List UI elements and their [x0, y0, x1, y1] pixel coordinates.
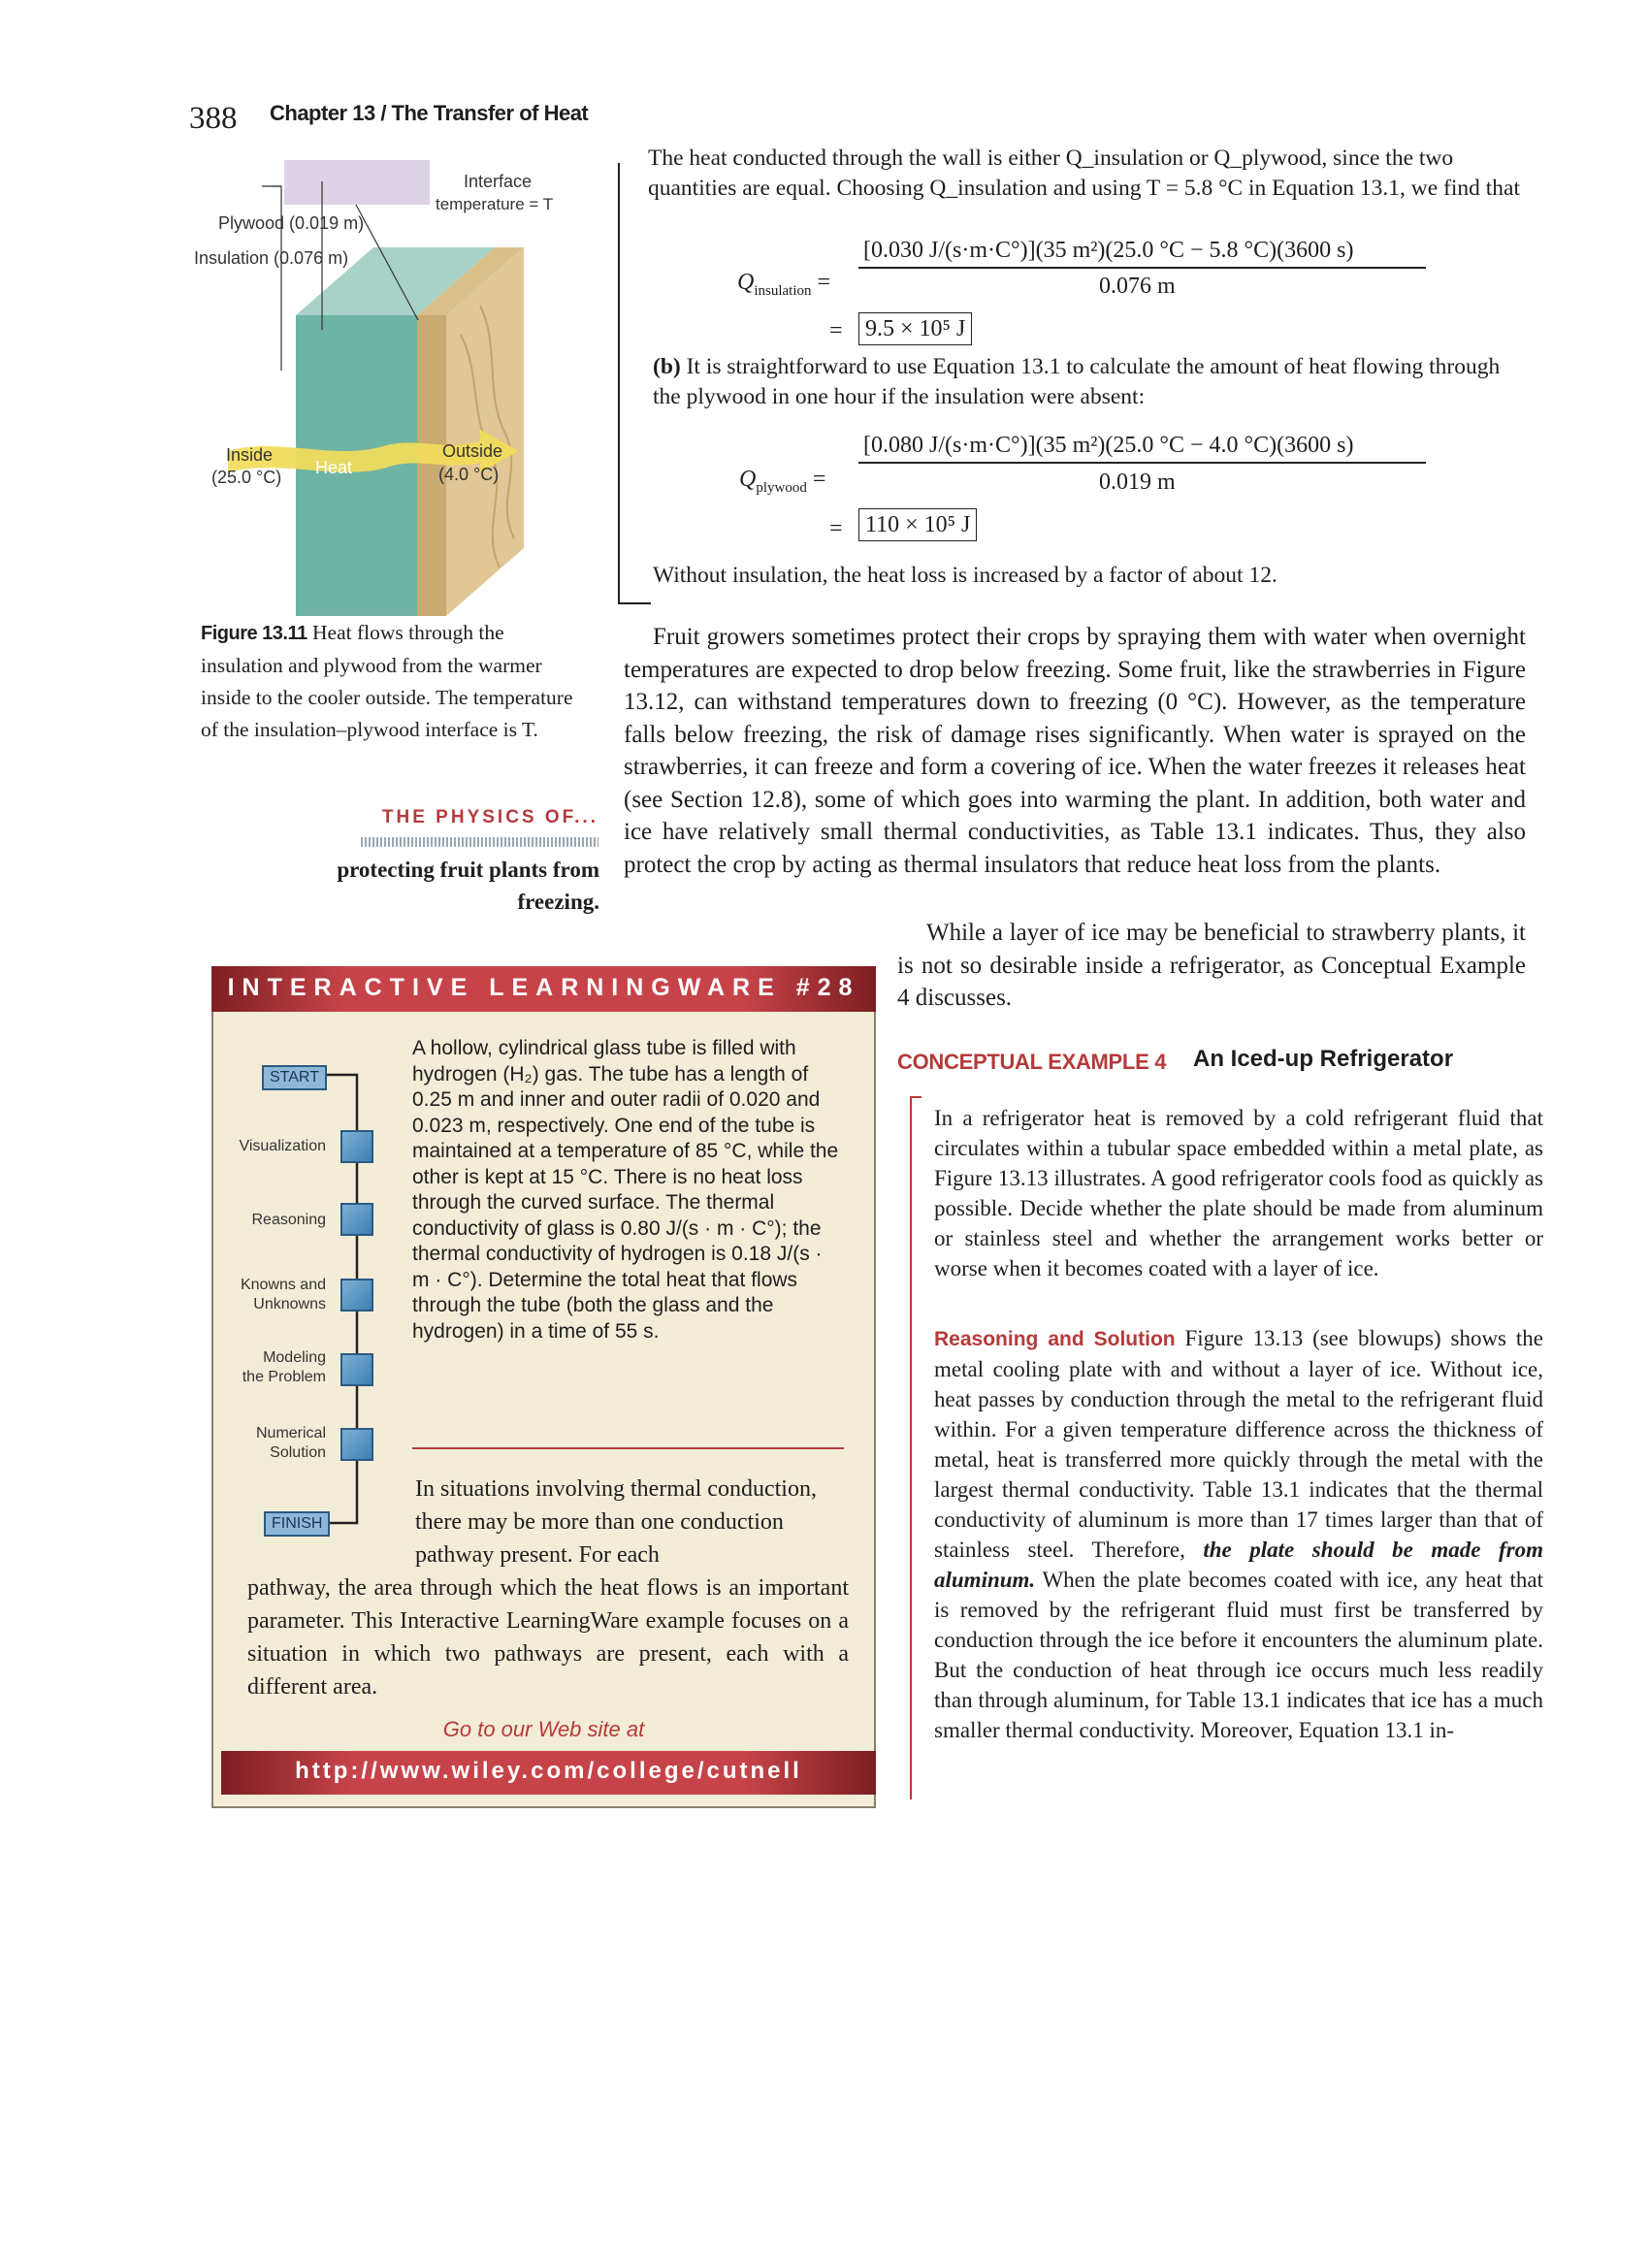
physics-of-topic: [291, 854, 599, 918]
ilw-step-reasoning-label: Reasoning: [251, 1212, 326, 1228]
ilw-step-knowns-button[interactable]: [340, 1279, 373, 1312]
outside-label-line2: (4.0 °C): [438, 465, 500, 484]
ilw-step-modeling-label: Modeling the Problem: [242, 1349, 326, 1385]
plywood-label: Plywood (0.019 m): [218, 213, 365, 233]
reasoning-text-b: When the plate becomes coated with ice, any heat that is removed by the refrigerant fluid must first be transferred by conduction through the ice before it encounters the aluminum plate. But the conduction of heat through ice occurs much less readily than through aluminum, for Table 13.1 indicates that ice has a much smaller thermal conductivity. Moreover, Equation 13.1 in-: [934, 1568, 1543, 1742]
eq2-lhs: $Q_{plywood}$ =: [739, 467, 826, 496]
eq1-denominator: 0.076 m: [1099, 274, 1176, 299]
figure-number: Figure 13.11: [201, 623, 307, 644]
example-bracket-foot: [618, 602, 651, 604]
ilw-explanation-rest: pathway, the area through which the heat flows is an important parameter. This Interactive LearningWare example focuses on a situation in which two pathways are present, each with a different area.: [247, 1575, 849, 1700]
fruit-paragraph: Fruit growers sometimes protect their crops by spraying them with water when overnight temperatures are expected to drop below freezing. Some fruit, like the strawberries in Figure 13.12, can withstand temperatures down to freezing (0 °C). However, as the temperature falls below freezing, the risk of damage rises significantly. When water is sprayed on the strawberries, it can freeze and form a covering of ice. When the water freezes it releases heat (see Section 12.8), some of which goes into warming the plant. In addition, both water and ice have relatively small thermal conductivities, as Table 13.1 indicates. Thus, they also protect the crop by acting as thermal insulators that reduce heat loss from the plants.: [624, 624, 1526, 878]
conceptual-example-title: An Iced-up Refrigerator: [1193, 1046, 1454, 1072]
chapter-title: Chapter 13 / The Transfer of Heat: [270, 101, 589, 125]
part-b-paragraph: [653, 352, 1526, 412]
figure-caption-text: Heat flows through the insulation and plywood from the warmer inside to the cooler outside. The temperature of the insulation–plywood interface is T.: [201, 621, 573, 741]
insulation-label: Insulation (0.076 m): [194, 248, 349, 268]
physics-of-rule: [361, 837, 598, 847]
example-bracket: [618, 163, 620, 604]
ilw-step-visualization-button[interactable]: [340, 1130, 373, 1163]
interface-label-line1: Interface: [464, 172, 533, 191]
while-paragraph: While a layer of ice may be beneficial to strawberry plants, it is not so desirable inside a refrigerator, as Conceptual Example 4 discusses.: [897, 920, 1526, 1011]
conceptual-bracket: [910, 1096, 912, 1799]
inside-label-line2: (25.0 °C): [211, 468, 282, 487]
figure-caption: [201, 617, 584, 746]
reasoning-emphasis: the plate should be made from aluminum.: [934, 1538, 1543, 1592]
eq2-numerator: [0.080 J/(s·m·C°)](35 m²)(25.0 °C − 4.0 °C)(3600 s): [863, 433, 1354, 458]
eq1-result-box: 9.5 × 10⁵ J: [858, 312, 972, 345]
conceptual-example-label: CONCEPTUAL EXAMPLE 4: [897, 1050, 1167, 1074]
conceptual-problem: In a refrigerator heat is removed by a cold refrigerant fluid that circulates within a tubular space embedded within a metal plate, as Figure 13.13 illustrates. A good refrigerator cools food as quickly as possible. Decide whether the plate should be made from aluminum or stainless steel and whether the arrangement works better or worse when it becomes coated with a layer of ice.: [934, 1106, 1543, 1280]
eq2-equals: =: [829, 516, 843, 541]
eq1-lhs: $Q_{insulation}$ =: [737, 270, 831, 299]
ilw-step-knowns-label: Knowns and Unknowns: [240, 1277, 326, 1312]
ilw-step-modeling-button[interactable]: [340, 1353, 373, 1386]
eq1-equals: =: [829, 318, 843, 343]
eq1-numerator: [0.030 J/(s·m·C°)](35 m²)(25.0 °C − 5.8 °C)(3600 s): [863, 238, 1354, 263]
conceptual-reasoning: [934, 1323, 1543, 1745]
eq2-denominator: 0.019 m: [1099, 470, 1176, 495]
ilw-finish-button[interactable]: FINISH: [264, 1511, 330, 1537]
conceptual-bracket-top: [910, 1096, 922, 1098]
example-conclusion: Without insulation, the heat loss is increased by a factor of about 12.: [653, 563, 1277, 588]
ilw-start-button[interactable]: START: [262, 1065, 327, 1090]
ilw-step-visualization-label: Visualization: [239, 1138, 326, 1154]
ilw-step-numerical-button[interactable]: [340, 1428, 373, 1461]
ilw-step-reasoning-button[interactable]: [340, 1203, 373, 1236]
heat-label: Heat: [315, 458, 353, 477]
ilw-title: INTERACTIVE LEARNINGWARE #28: [227, 974, 860, 1001]
ilw-url-link[interactable]: http://www.wiley.com/college/cutnell: [295, 1758, 802, 1784]
eq2-fraction-bar: [858, 462, 1426, 464]
reasoning-text-a: Figure 13.13 (see blowups) shows the metal cooling plate with and without a layer of ice. Without ice, heat passes by conduction through the metal to the refrigerant fluid within. For a given temperature difference across the thickness of metal, heat is transferred more quickly through the metal with the largest thermal conductivity. Table 13.1 indicates that the thermal conductivity of aluminum is more than 17 times larger than that of stainless steel. Therefore,: [934, 1326, 1543, 1562]
physics-of-heading: THE PHYSICS OF...: [381, 807, 598, 827]
interface-label-line2: temperature = T: [436, 195, 554, 213]
part-b-text: It is straightforward to use Equation 13.1 to calculate the amount of heat flowing through the plywood in one hour if the insulation were absent:: [653, 354, 1501, 409]
page-number: 388: [189, 101, 238, 136]
physics-topic-line1: protecting fruit plants from: [337, 858, 599, 882]
eq2-result-box: 110 × 10⁵ J: [858, 508, 977, 541]
ilw-divider: [412, 1447, 844, 1449]
part-b-label: (b): [653, 354, 681, 379]
ilw-explanation-start: In situations involving thermal conduction, there may be more than one conduction pathway present. For each: [415, 1476, 817, 1568]
eq1-fraction-bar: [858, 267, 1426, 269]
ilw-step-numerical-label: Numerical Solution: [255, 1425, 326, 1461]
ilw-problem-text: A hollow, cylindrical glass tube is filled with hydrogen (H₂) gas. The tube has a length of 0.25 m and inner and outer radii of 0.020 and 0.023 m, respectively. One end of the tube is maintained at a temperature of 85 °C, while the other is kept at 15 °C. There is no heat loss through the curved surface. The thermal conductivity of glass is 0.80 J/(s · m · C°); the thermal conductivity of hydrogen is 0.18 J/(s · m · C°). Determine the total heat that flows through the tube (both the glass and the hydrogen) in a time of 55 s.: [412, 1037, 839, 1343]
outside-label-line1: Outside: [442, 441, 503, 461]
physics-topic-line2: freezing.: [517, 890, 599, 914]
ilw-goto-text: Go to our Web site at: [442, 1717, 645, 1741]
example-intro: The heat conducted through the wall is either Q_insulation or Q_plywood, since the two quantities are equal. Choosing Q_insulation and using T = 5.8 °C in Equation 13.1, we find that: [648, 146, 1521, 201]
inside-label-line1: Inside: [226, 445, 274, 465]
reasoning-label: Reasoning and Solution: [934, 1328, 1176, 1350]
